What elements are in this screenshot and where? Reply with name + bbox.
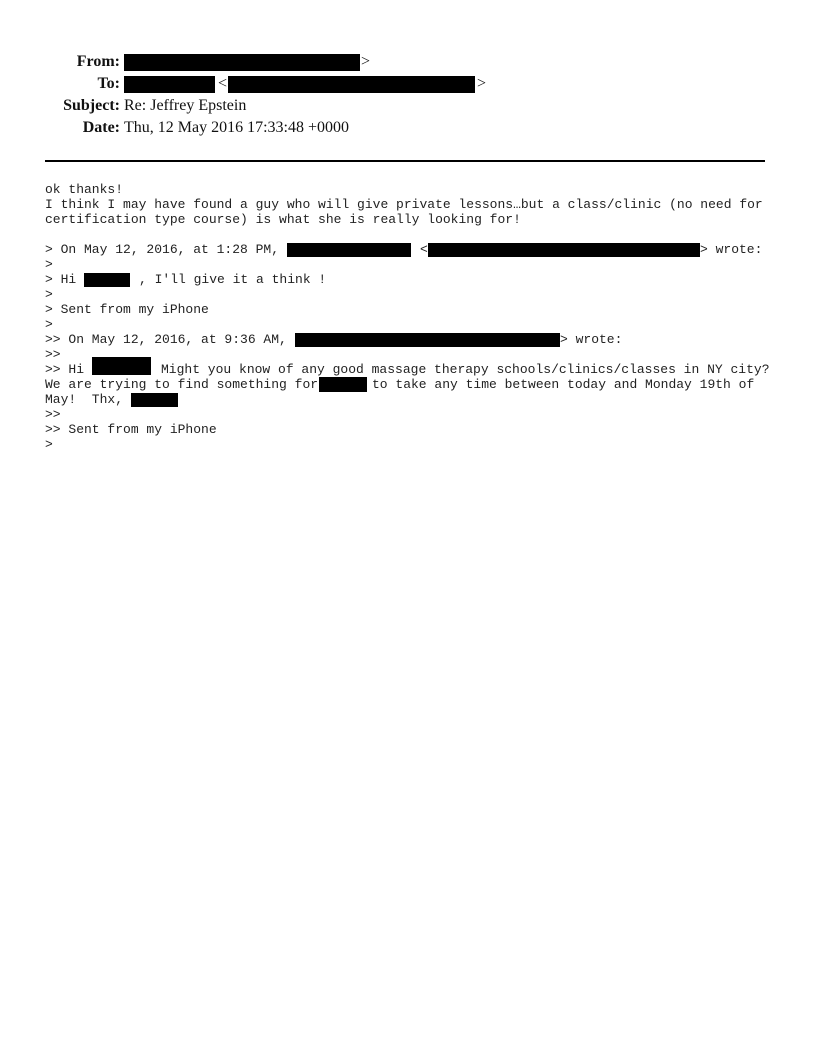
body-line-1: ok thanks! xyxy=(45,182,124,197)
date-label: Date: xyxy=(82,119,120,136)
quote-line-10a: We are trying to find something for xyxy=(45,377,319,392)
quote-line-2: > xyxy=(45,257,53,272)
quote-line-7b: > wrote: xyxy=(560,332,623,347)
subject-row xyxy=(0,96,816,116)
quote-line-14: > xyxy=(45,437,53,452)
quote-line-6: > xyxy=(45,317,53,332)
quote-line-1c: > wrote: xyxy=(700,242,763,257)
to-angle-close: > xyxy=(477,75,487,92)
from-angle-close: > xyxy=(361,53,371,70)
quote-line-12: >> xyxy=(45,407,61,422)
redacted-to-name xyxy=(124,76,215,93)
quote-line-11: May! Thx, xyxy=(45,392,124,407)
from-row xyxy=(0,52,816,72)
redacted-name-2 xyxy=(92,357,151,375)
quote-line-3a: > Hi xyxy=(45,272,77,287)
to-row xyxy=(0,74,816,94)
to-label: To: xyxy=(97,75,120,92)
redacted-signature xyxy=(131,393,178,407)
subject-label: Subject: xyxy=(63,97,120,114)
redacted-name-1 xyxy=(84,273,130,287)
redacted-from xyxy=(124,54,360,71)
quote-line-3b: , I'll give it a think ! xyxy=(139,272,327,287)
quote-line-1b: < xyxy=(420,242,428,257)
subject-value: Re: Jeffrey Epstein xyxy=(124,97,247,114)
date-row xyxy=(0,118,816,138)
quote-line-9b: Might you know of any good massage therapy schools/clinics/classes in NY city? xyxy=(161,362,770,377)
quote-line-5: > Sent from my iPhone xyxy=(45,302,209,317)
quote-line-4: > xyxy=(45,287,53,302)
redacted-sender-2 xyxy=(295,333,560,347)
quote-line-9a: >> Hi xyxy=(45,362,85,377)
from-label: From: xyxy=(76,53,120,70)
date-value: Thu, 12 May 2016 17:33:48 +0000 xyxy=(124,119,350,136)
redacted-name-3 xyxy=(319,377,367,392)
body-line-3: certification type course) is what she is really looking for! xyxy=(45,212,521,227)
quote-line-13: >> Sent from my iPhone xyxy=(45,422,217,437)
redacted-sender-1-email xyxy=(428,243,700,257)
header-divider xyxy=(45,160,765,162)
quote-line-7a: >> On May 12, 2016, at 9:36 AM, xyxy=(45,332,287,347)
redacted-to-email xyxy=(228,76,475,93)
to-angle-open: < xyxy=(218,75,228,92)
redacted-sender-1 xyxy=(287,243,411,257)
body-line-2: I think I may have found a guy who will give private lessons…but a class/clinic (no need for xyxy=(45,197,763,212)
quote-line-10b: to take any time between today and Monday 19th of xyxy=(372,377,755,392)
quote-line-8: >> xyxy=(45,347,61,362)
quote-line-1a: > On May 12, 2016, at 1:28 PM, xyxy=(45,242,280,257)
